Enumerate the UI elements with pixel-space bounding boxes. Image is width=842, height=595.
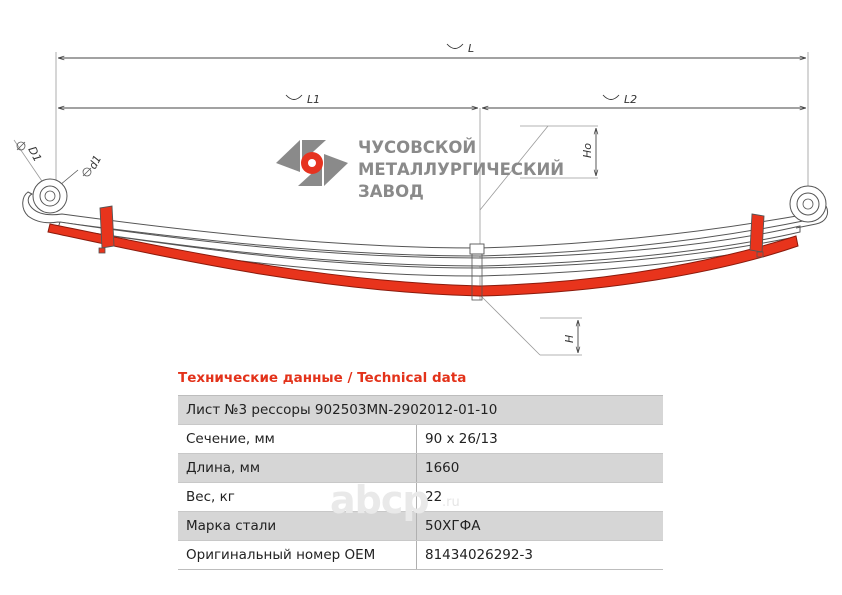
- spec-value: 22: [417, 483, 664, 512]
- total-length-label: L: [468, 42, 475, 55]
- table-row: [178, 425, 663, 454]
- abcp-watermark: [330, 478, 480, 523]
- spec-label: Вес, кг: [178, 483, 417, 512]
- company-logo: [276, 138, 564, 201]
- dimension-lines: [58, 58, 806, 353]
- dimension-labels: [17, 42, 637, 343]
- extension-lines: [14, 52, 808, 355]
- spec-label: Оригинальный номер OEM: [178, 541, 417, 570]
- spec-label: Сечение, мм: [178, 425, 417, 454]
- table-row: [178, 541, 663, 570]
- spec-label: Длина, мм: [178, 454, 417, 483]
- bore-diameter-label: d1: [86, 152, 105, 172]
- spec-value: 1660: [417, 454, 664, 483]
- arc-height-label: Ho: [581, 142, 594, 158]
- leaf-spring: [23, 179, 828, 300]
- logo-emblem: [276, 140, 348, 186]
- table-header-cell: Лист №3 рессоры 902503MN-2902012-01-10: [178, 396, 663, 425]
- spec-value: 81434026292-3: [417, 541, 664, 570]
- watermark-suffix: .ru: [442, 495, 460, 510]
- right-length-label: L2: [624, 93, 638, 106]
- left-eye: [33, 179, 67, 213]
- logo-line-3: ЗАВОД: [358, 182, 424, 201]
- right-clamp: [750, 214, 764, 257]
- spec-label: Марка стали: [178, 512, 417, 541]
- left-length-label: L1: [307, 93, 321, 106]
- left-clamp: [99, 206, 114, 253]
- logo-line-2: МЕТАЛЛУРГИЧЕСКИЙ: [358, 160, 565, 179]
- logo-line-1: ЧУСОВСКОЙ: [358, 138, 477, 157]
- spec-value: 90 x 26/13: [417, 425, 664, 454]
- eye-diameter-label: D1: [25, 144, 45, 165]
- spec-value: 50ХГФА: [417, 512, 664, 541]
- table-header-row: [178, 396, 663, 425]
- watermark-brand: abcp: [330, 478, 429, 522]
- technical-data-title: Технические данные / Technical data: [178, 370, 467, 386]
- height-label: H: [563, 334, 576, 343]
